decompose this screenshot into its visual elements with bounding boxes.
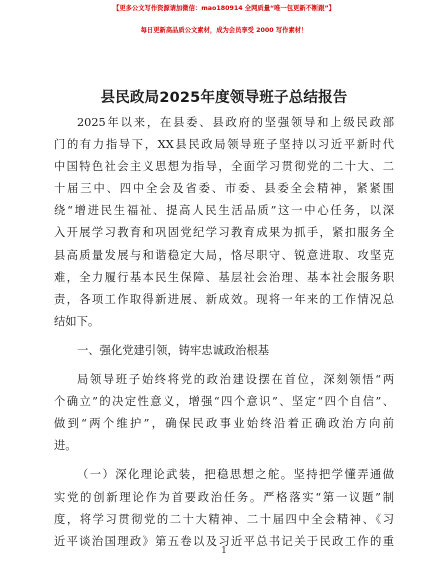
intro-line: 责，各项工作取得新进展、新成效。现将一年来的工作情况总 bbox=[54, 292, 394, 306]
document-body bbox=[54, 112, 394, 553]
intro-line: 入开展学习教育和巩固党纪学习教育成果为抓手，紧扣服务全 bbox=[54, 226, 394, 240]
document-title: 县民政局2025年度领导班子总结报告 bbox=[100, 90, 348, 106]
subsection-1-paragraph bbox=[54, 464, 394, 552]
promo-banner bbox=[0, 4, 448, 48]
subsection-1-line: 度，将学习贯彻党的二十大精神、二十届四中全会精神、《习 bbox=[54, 512, 394, 526]
section-1-heading: 一、强化党建引领，铸牢忠诚政治根基 bbox=[77, 343, 270, 357]
promo-banner-line-2: 每日更新高品质公文素材，成为会员享受 2000 写作素材！ bbox=[140, 27, 308, 35]
spacer bbox=[54, 457, 394, 464]
section-1-line: 做到“两个维护”，确保民政事业始终沿着正确政治方向前 bbox=[54, 417, 394, 431]
page-number: 1 bbox=[221, 546, 227, 556]
intro-paragraph bbox=[54, 112, 394, 333]
intro-line: 县高质量发展与和谐稳定大局，恪尽职守、锐意进取、攻坚克 bbox=[54, 248, 394, 262]
intro-line: 十届三中、四中全会及省委、市委、县委全会精神，紧紧围 bbox=[54, 182, 394, 196]
promo-banner-line-1: 【更多公文写作资源请加微信：mao180914 全网质量“唯一包更新不断跟”】 bbox=[113, 5, 335, 12]
section-1-line: 局领导班子始终将党的政治建设摆在首位，深刻领悟“两 bbox=[77, 373, 394, 387]
subsection-1-line: 实党的创新理论作为首要政治任务。严格落实“第一议题”制 bbox=[54, 490, 394, 504]
intro-line: 难，全力履行基本民生保障、基层社会治理、基本社会服务职 bbox=[54, 270, 394, 284]
intro-line: 绕“增进民生福祉、提高人民生活品质”这一中心任务，以深 bbox=[54, 204, 394, 218]
section-1-line: 个确立”的决定性意义，增强“四个意识”、坚定“四个自信”、 bbox=[54, 395, 394, 409]
intro-line: 中国特色社会主义思想为指导，全面学习贯彻党的二十大、二 bbox=[54, 160, 394, 174]
spacer bbox=[54, 362, 394, 369]
section-1-line: 进。 bbox=[54, 439, 77, 453]
subsection-1-line: 近平谈治国理政》第五卷以及习近平总书记关于民政工作的重 bbox=[54, 534, 394, 548]
subsection-1-line: （一）深化理论武装，把稳思想之舵。坚持把学懂弄通做 bbox=[77, 468, 394, 482]
spacer bbox=[54, 333, 394, 340]
intro-line: 门的有力指导下，XX县民政局领导班子坚持以习近平新时代 bbox=[54, 138, 394, 152]
section-1-paragraph bbox=[54, 369, 394, 457]
intro-line: 结如下。 bbox=[54, 314, 100, 328]
intro-line: 2025年以来，在县委、县政府的坚强领导和上级民政部 bbox=[77, 116, 394, 129]
